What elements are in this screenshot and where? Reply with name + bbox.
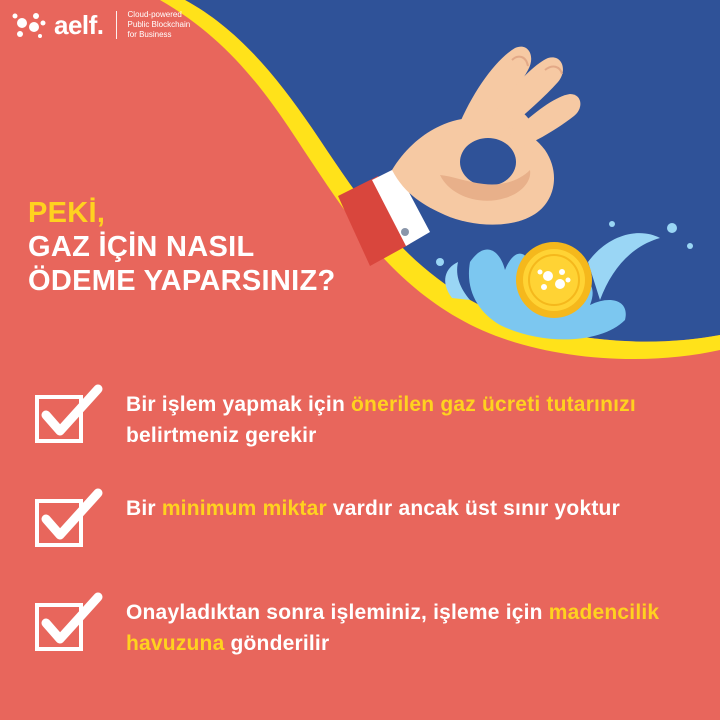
list-item-text: [126, 493, 686, 524]
checkbox-check-icon: [34, 487, 106, 551]
list-item: [34, 383, 694, 487]
list-item-text: [126, 389, 686, 451]
list-item-text: [126, 597, 686, 659]
item-text-part: Bir işlem yapmak için: [126, 393, 352, 416]
aelf-network-dots-icon: [12, 10, 48, 40]
item-highlight: önerilen gaz ücreti tutarınızı: [351, 393, 636, 416]
tagline-line-1: Cloud-powered: [127, 10, 182, 19]
item-highlight: minimum miktar: [161, 497, 327, 520]
list-item: [34, 591, 694, 695]
checklist: [34, 383, 694, 695]
headline-line-3: ÖDEME YAPARSINIZ?: [28, 265, 336, 297]
item-text-part: Bir: [126, 497, 162, 520]
item-text-part: gönderilir: [224, 632, 330, 655]
headline-line-1: PEKİ,: [28, 197, 106, 229]
item-text-part: belirtmeniz gerekir: [126, 424, 317, 447]
aelf-logo: [12, 10, 198, 40]
logo-divider: [116, 11, 117, 39]
item-highlight: madencilik havuzuna: [126, 601, 660, 655]
headline-line-2: GAZ İÇİN NASIL: [28, 231, 255, 263]
brand-tagline: [128, 10, 198, 40]
checkbox-check-icon: [34, 383, 106, 447]
aelf-coin-icon: [516, 242, 592, 318]
tagline-line-2: Public Blockchain: [127, 20, 191, 29]
brand-name: aelf.: [54, 10, 104, 40]
item-text-part: Onayladıktan sonra işleminiz, işleme için: [126, 601, 549, 624]
tagline-line-3: for Business: [127, 30, 172, 39]
headline: [28, 196, 336, 298]
list-item: [34, 487, 694, 591]
item-text-part: vardır ancak üst sınır yoktur: [326, 497, 620, 520]
checkbox-check-icon: [34, 591, 106, 655]
